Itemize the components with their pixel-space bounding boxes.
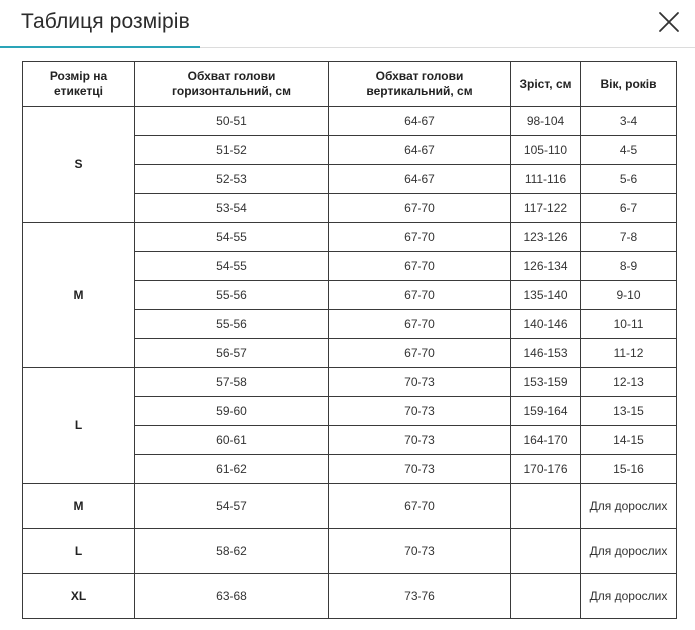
head-vertical-cell: 67-70: [329, 310, 511, 339]
height-cell: 105-110: [511, 136, 581, 165]
head-horizontal-cell: 50-51: [135, 107, 329, 136]
age-cell: 12-13: [581, 368, 677, 397]
head-vertical-cell: 70-73: [329, 455, 511, 484]
table-row: [23, 223, 677, 252]
table-row-adult: [23, 484, 677, 529]
head-horizontal-cell: 56-57: [135, 339, 329, 368]
head-horizontal-cell: 60-61: [135, 426, 329, 455]
age-cell: 9-10: [581, 281, 677, 310]
head-vertical-cell: 67-70: [329, 194, 511, 223]
head-vertical-cell: 70-73: [329, 368, 511, 397]
modal-header: [0, 0, 695, 48]
age-cell: 5-6: [581, 165, 677, 194]
head-vertical-cell: 67-70: [329, 223, 511, 252]
head-horizontal-cell: 53-54: [135, 194, 329, 223]
size-cell: S: [23, 107, 135, 223]
head-horizontal-cell: 54-55: [135, 252, 329, 281]
head-horizontal-cell: 57-58: [135, 368, 329, 397]
age-cell: 13-15: [581, 397, 677, 426]
head-vertical-cell: 70-73: [329, 397, 511, 426]
head-horizontal-cell: 54-57: [135, 484, 329, 529]
height-cell: 123-126: [511, 223, 581, 252]
table-row-adult: [23, 574, 677, 619]
head-horizontal-cell: 55-56: [135, 310, 329, 339]
head-vertical-cell: 64-67: [329, 107, 511, 136]
head-vertical-cell: 64-67: [329, 165, 511, 194]
age-cell: 4-5: [581, 136, 677, 165]
header-head-horizontal: Обхват голови горизонтальний, см: [135, 62, 329, 107]
height-cell: 159-164: [511, 397, 581, 426]
age-cell: 10-11: [581, 310, 677, 339]
head-vertical-cell: 67-70: [329, 484, 511, 529]
age-cell: 6-7: [581, 194, 677, 223]
header-height: Зріст, см: [511, 62, 581, 107]
table-row: [23, 107, 677, 136]
age-cell: 8-9: [581, 252, 677, 281]
head-vertical-cell: 70-73: [329, 529, 511, 574]
table-row-adult: [23, 529, 677, 574]
head-horizontal-cell: 61-62: [135, 455, 329, 484]
age-cell: 14-15: [581, 426, 677, 455]
height-cell: 98-104: [511, 107, 581, 136]
height-cell: 164-170: [511, 426, 581, 455]
size-chart-table: [22, 61, 677, 619]
age-cell: Для дорослих: [581, 529, 677, 574]
head-vertical-cell: 70-73: [329, 426, 511, 455]
age-cell: Для дорослих: [581, 484, 677, 529]
size-cell: M: [23, 484, 135, 529]
head-horizontal-cell: 58-62: [135, 529, 329, 574]
head-vertical-cell: 64-67: [329, 136, 511, 165]
height-cell: 153-159: [511, 368, 581, 397]
age-cell: 11-12: [581, 339, 677, 368]
height-cell: 140-146: [511, 310, 581, 339]
modal-title: Таблиця розмірів: [21, 10, 190, 33]
height-cell: 117-122: [511, 194, 581, 223]
head-vertical-cell: 67-70: [329, 339, 511, 368]
age-cell: 15-16: [581, 455, 677, 484]
height-cell: 135-140: [511, 281, 581, 310]
size-cell: XL: [23, 574, 135, 619]
age-cell: Для дорослих: [581, 574, 677, 619]
height-cell: 111-116: [511, 165, 581, 194]
title-underline: [0, 46, 200, 48]
header-age: Вік, років: [581, 62, 677, 107]
head-horizontal-cell: 51-52: [135, 136, 329, 165]
head-vertical-cell: 73-76: [329, 574, 511, 619]
table-row: [23, 368, 677, 397]
height-cell: [511, 529, 581, 574]
table-header-row: [23, 62, 677, 107]
height-cell: 146-153: [511, 339, 581, 368]
header-head-vertical: Обхват голови вертикальний, см: [329, 62, 511, 107]
height-cell: [511, 574, 581, 619]
close-icon: [657, 10, 681, 34]
head-vertical-cell: 67-70: [329, 252, 511, 281]
header-size: Розмір на етикетці: [23, 62, 135, 107]
head-horizontal-cell: 63-68: [135, 574, 329, 619]
size-cell: L: [23, 529, 135, 574]
size-cell: L: [23, 368, 135, 484]
height-cell: [511, 484, 581, 529]
head-horizontal-cell: 55-56: [135, 281, 329, 310]
size-cell: M: [23, 223, 135, 368]
age-cell: 7-8: [581, 223, 677, 252]
head-vertical-cell: 67-70: [329, 281, 511, 310]
head-horizontal-cell: 54-55: [135, 223, 329, 252]
height-cell: 170-176: [511, 455, 581, 484]
age-cell: 3-4: [581, 107, 677, 136]
height-cell: 126-134: [511, 252, 581, 281]
head-horizontal-cell: 52-53: [135, 165, 329, 194]
close-button[interactable]: [657, 10, 681, 34]
head-horizontal-cell: 59-60: [135, 397, 329, 426]
